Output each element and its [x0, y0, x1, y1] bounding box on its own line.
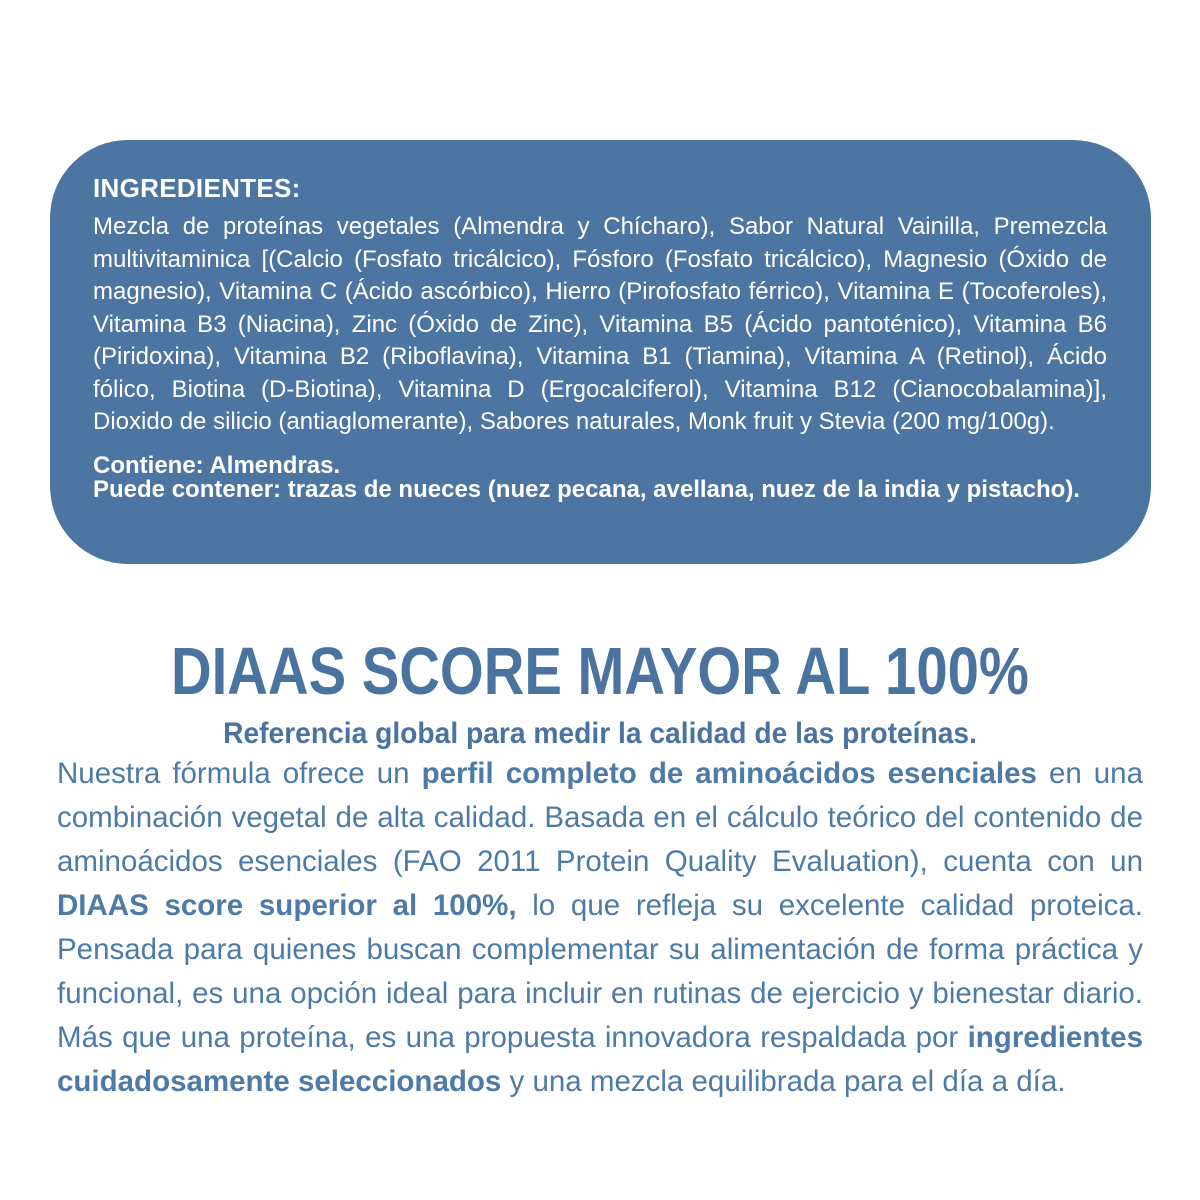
diaas-description-paragraph — [57, 752, 1143, 1104]
paragraph-segment: lo que refleja su excelente calidad proteica. Pensada para quienes buscan complementar su alimentación de forma práctica y funcional, es una opción ideal para incluir en rutinas de ejercicio y bienestar diario. Más que una proteína, es una propuesta innovadora respaldada por — [57, 889, 1144, 1054]
paragraph-segment: en una combinación vegetal de alta calidad. Basada en el cálculo teórico del contenido de aminoácidos esenciales (FAO 2011 Protein Quality Evaluation), cuenta con un — [57, 757, 1143, 878]
paragraph-segment-bold: DIAAS score superior al 100%, — [57, 889, 517, 922]
diaas-score-title: DIAAS SCORE MAYOR AL 100% — [171, 634, 1029, 709]
paragraph-segment-bold: ingredientes cuidadosamente seleccionados — [57, 1021, 1143, 1098]
paragraph-segment: Nuestra fórmula ofrece un — [57, 757, 422, 790]
ingredients-panel — [50, 140, 1151, 564]
diaas-score-subtitle: Referencia global para medir la calidad de las proteínas. — [223, 717, 977, 750]
paragraph-segment: y una mezcla equilibrada para el día a día. — [501, 1065, 1066, 1098]
contains-statement: Contiene: Almendras. — [93, 451, 341, 479]
paragraph-segment-bold: perfil completo de aminoácidos esenciales — [421, 757, 1037, 790]
ingredients-list: Mezcla de proteínas vegetales (Almendra y Chícharo), Sabor Natural Vainilla, Premezcla multivitaminica [(Calcio (Fosfato tricálcico), Fósforo (Fosfato tricálcico), Magnesio (Óxido de magnesio), Vitamina C (Ácido ascórbico), Hierro (Pirofosfato férrico), Vitamina E (Tocoferoles), Vitamina B3 (Niacina), Zinc (Óxido de Zinc), Vitamina B5 (Ácido pantoténico), Vitamina B6 (Piridoxina), Vitamina B2 (Riboflavina), Vitamina B1 (Tiamina), Vitamina A (Retinol), Ácido fólico, Biotina (D-Biotina), Vitamina D (Ergocalciferol), Vitamina B12 (Cianocobalamina)], Dioxido de silicio (antiaglomerante), Sabores naturales, Monk fruit y Stevia (200 mg/100g). — [93, 213, 1107, 435]
diaas-header — [0, 633, 1200, 751]
may-contain-statement: Puede contener: trazas de nueces (nuez pecana, avellana, nuez de la india y pistacho). — [93, 475, 1080, 503]
ingredients-title: INGREDIENTES: — [93, 173, 301, 203]
